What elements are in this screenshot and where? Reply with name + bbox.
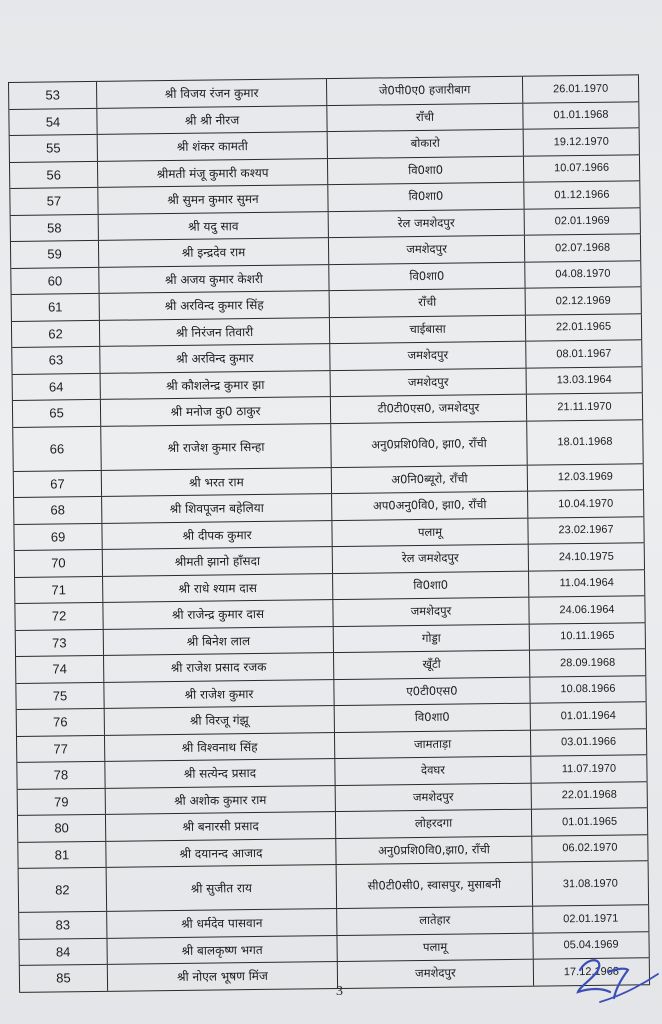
serial-number-cell: 79 [18, 788, 106, 815]
date-of-birth-cell: 23.02.1967 [528, 517, 644, 544]
date-of-birth-cell: 02.07.1968 [525, 234, 641, 261]
serial-number-cell: 85 [20, 965, 108, 992]
name-cell: श्री धर्मदेव पासवान [107, 909, 337, 937]
serial-number-cell: 62 [12, 320, 100, 347]
posting-place-cell: पलामू [337, 933, 533, 961]
serial-number-cell: 67 [14, 470, 102, 497]
name-cell: श्री राजेश कुमार सिन्हा [101, 424, 332, 470]
serial-number-cell: 72 [15, 603, 103, 630]
posting-place-cell: लोहरदगा [336, 810, 532, 838]
serial-number-cell: 65 [13, 400, 101, 427]
page-number: 3 [336, 984, 343, 999]
date-of-birth-cell: 06.02.1970 [532, 835, 648, 862]
name-cell: श्रीमती मंजू कुमारी कश्यप [98, 159, 328, 187]
date-of-birth-cell: 10.04.1970 [528, 490, 644, 517]
posting-place-cell: बोकारो [328, 130, 524, 158]
name-cell: श्री कौशलेन्द्र कुमार झा [101, 371, 331, 399]
name-cell: श्री सत्येन्द प्रसाद [105, 759, 335, 787]
posting-place-cell: अनु0प्रशि0वि0,झा0, राँची [336, 836, 532, 864]
name-cell: श्री विरजू गंझू [105, 706, 335, 734]
posting-place-cell: जमशेदपुर [330, 342, 526, 370]
name-cell: श्री बिनेश लाल [104, 627, 334, 655]
serial-number-cell: 74 [16, 656, 104, 683]
date-of-birth-cell: 03.01.1966 [531, 729, 647, 756]
serial-number-cell: 78 [17, 762, 105, 789]
date-of-birth-cell: 17.12.1968 [534, 958, 650, 985]
date-of-birth-cell: 24.06.1964 [529, 596, 645, 623]
name-cell: श्रीमती झानो हाँसदा [103, 547, 333, 575]
date-of-birth-cell: 01.12.1966 [524, 181, 640, 208]
name-cell: श्री विजय रंजन कुमार [97, 79, 327, 107]
posting-place-cell: जामताड़ा [335, 730, 531, 758]
serial-number-cell: 64 [13, 373, 101, 400]
name-cell: श्री मनोज कु0 ठाकुर [101, 397, 331, 425]
posting-place-cell: जमशेदपुर [338, 960, 534, 988]
signature-mark [570, 948, 660, 1008]
serial-number-cell: 57 [10, 188, 98, 215]
serial-number-cell: 77 [17, 735, 105, 762]
name-cell: श्री दयानन्द आजाद [106, 839, 336, 867]
date-of-birth-cell: 05.04.1969 [533, 932, 649, 959]
date-of-birth-cell: 18.01.1968 [527, 420, 644, 464]
date-of-birth-cell: 10.08.1966 [530, 676, 646, 703]
date-of-birth-cell: 02.01.1969 [525, 208, 641, 235]
name-cell: श्री अरविन्द कुमार सिंह [100, 291, 330, 319]
serial-number-cell: 84 [19, 938, 107, 965]
date-of-birth-cell: 19.12.1970 [524, 128, 640, 155]
posting-place-cell: वि0शा0 [328, 183, 524, 211]
name-cell: श्री राजेश प्रसाद रजक [104, 653, 334, 681]
posting-place-cell: जे0पी0ए0 हजारीबाग [327, 77, 523, 105]
serial-number-cell: 73 [16, 629, 104, 656]
posting-place-cell: जमशेदपुर [331, 368, 527, 396]
serial-number-cell: 82 [19, 868, 108, 912]
date-of-birth-cell: 11.04.1964 [529, 570, 645, 597]
serial-number-cell: 71 [15, 576, 103, 603]
table-row [13, 420, 643, 472]
posting-place-cell: वि0शा0 [329, 262, 525, 290]
serial-number-cell: 68 [14, 497, 102, 524]
name-cell: श्री शिवपूजन बहेलिया [102, 494, 332, 522]
serial-number-cell: 69 [14, 523, 102, 550]
posting-place-cell: खूँटी [334, 651, 530, 679]
posting-place-cell: पलामू [332, 518, 528, 546]
posting-place-cell: लातेहार [337, 907, 533, 935]
posting-place-cell: अनु0प्रशि0वि0, झा0, राँची [331, 421, 528, 466]
posting-place-cell: जमशेदपुर [333, 598, 529, 626]
serial-number-cell: 70 [15, 550, 103, 577]
date-of-birth-cell: 01.01.1968 [523, 102, 639, 129]
date-of-birth-cell: 01.01.1964 [531, 702, 647, 729]
serial-number-cell: 63 [12, 347, 100, 374]
serial-number-cell: 61 [12, 294, 100, 321]
posting-place-cell: राँची [327, 103, 523, 131]
posting-place-cell: राँची [330, 289, 526, 317]
posting-place-cell: सी0टी0सी0, स्वासपुर, मुसाबनी [337, 863, 534, 908]
posting-place-cell: टी0टी0एस0, जमशेदपुर [331, 395, 527, 423]
posting-place-cell: अप0अनु0वि0, झा0, राँची [332, 492, 528, 520]
posting-place-cell: जमशेदपुर [336, 783, 532, 811]
name-cell: श्री बालकृष्ण भगत [107, 936, 337, 964]
name-cell: श्री दीपक कुमार [102, 521, 332, 549]
date-of-birth-cell: 12.03.1969 [528, 464, 644, 491]
serial-number-cell: 59 [11, 241, 99, 268]
serial-number-cell: 75 [16, 682, 104, 709]
name-cell: श्री भरत राम [102, 468, 332, 496]
name-cell: श्री अरविन्द कुमार [100, 344, 330, 372]
date-of-birth-cell: 11.07.1970 [531, 755, 647, 782]
posting-place-cell: ए0टी0एस0 [334, 677, 530, 705]
date-of-birth-cell: 28.09.1968 [530, 649, 646, 676]
name-cell: श्री नोएल भूषण मिंज [108, 962, 338, 990]
serial-number-cell: 81 [18, 841, 106, 868]
serial-number-cell: 53 [9, 82, 97, 109]
serial-number-cell: 83 [19, 912, 107, 939]
name-cell: श्री सुजीत राय [107, 865, 338, 911]
name-cell: श्री अशोक कुमार राम [106, 786, 336, 814]
posting-place-cell: अ0नि0ब्यूरो, राँची [332, 465, 528, 493]
date-of-birth-cell: 02.12.1969 [526, 287, 642, 314]
date-of-birth-cell: 26.01.1970 [523, 75, 639, 102]
name-cell: श्री यदु साव [99, 212, 329, 240]
date-of-birth-cell: 02.01.1971 [533, 905, 649, 932]
posting-place-cell: वि0शा0 [328, 156, 524, 184]
date-of-birth-cell: 10.07.1966 [524, 155, 640, 182]
name-cell: श्री बनारसी प्रसाद [106, 812, 336, 840]
date-of-birth-cell: 22.01.1968 [532, 782, 648, 809]
posting-place-cell: रेल जमशेदपुर [329, 209, 525, 237]
name-cell: श्री इन्द्रदेव राम [99, 238, 329, 266]
table-row [19, 861, 649, 913]
personnel-table [8, 74, 650, 992]
name-cell: श्री श्री नीरज [97, 106, 327, 134]
name-cell: श्री विश्वनाथ सिंह [105, 733, 335, 761]
name-cell: श्री राजेश कुमार [104, 680, 334, 708]
serial-number-cell: 76 [17, 709, 105, 736]
serial-number-cell: 66 [13, 426, 102, 470]
name-cell: श्री सुमन कुमार सुमन [98, 185, 328, 213]
posting-place-cell: चाईबासा [330, 315, 526, 343]
name-cell: श्री अजय कुमार केशरी [99, 265, 329, 293]
serial-number-cell: 80 [18, 815, 106, 842]
date-of-birth-cell: 01.01.1965 [532, 808, 648, 835]
name-cell: श्री शंकर कामती [98, 132, 328, 160]
serial-number-cell: 54 [9, 108, 97, 135]
serial-number-cell: 55 [10, 135, 98, 162]
date-of-birth-cell: 13.03.1964 [527, 367, 643, 394]
name-cell: श्री राधे श्याम दास [103, 574, 333, 602]
date-of-birth-cell: 04.08.1970 [525, 261, 641, 288]
serial-number-cell: 60 [11, 267, 99, 294]
posting-place-cell: गोड्डा [334, 624, 530, 652]
name-cell: श्री राजेन्द्र कुमार दास [103, 600, 333, 628]
posting-place-cell: देवघर [335, 757, 531, 785]
date-of-birth-cell: 08.01.1967 [526, 340, 642, 367]
posting-place-cell: जमशेदपुर [329, 236, 525, 264]
posting-place-cell: वि0शा0 [333, 571, 529, 599]
serial-number-cell: 58 [11, 214, 99, 241]
serial-number-cell: 56 [10, 161, 98, 188]
date-of-birth-cell: 10.11.1965 [530, 623, 646, 650]
posting-place-cell: रेल जमशेदपुर [333, 545, 529, 573]
date-of-birth-cell: 24.10.1975 [529, 543, 645, 570]
name-cell: श्री निरंजन तिवारी [100, 318, 330, 346]
date-of-birth-cell: 31.08.1970 [533, 861, 650, 905]
date-of-birth-cell: 21.11.1970 [527, 393, 643, 420]
date-of-birth-cell: 22.01.1965 [526, 314, 642, 341]
posting-place-cell: वि0शा0 [335, 704, 531, 732]
